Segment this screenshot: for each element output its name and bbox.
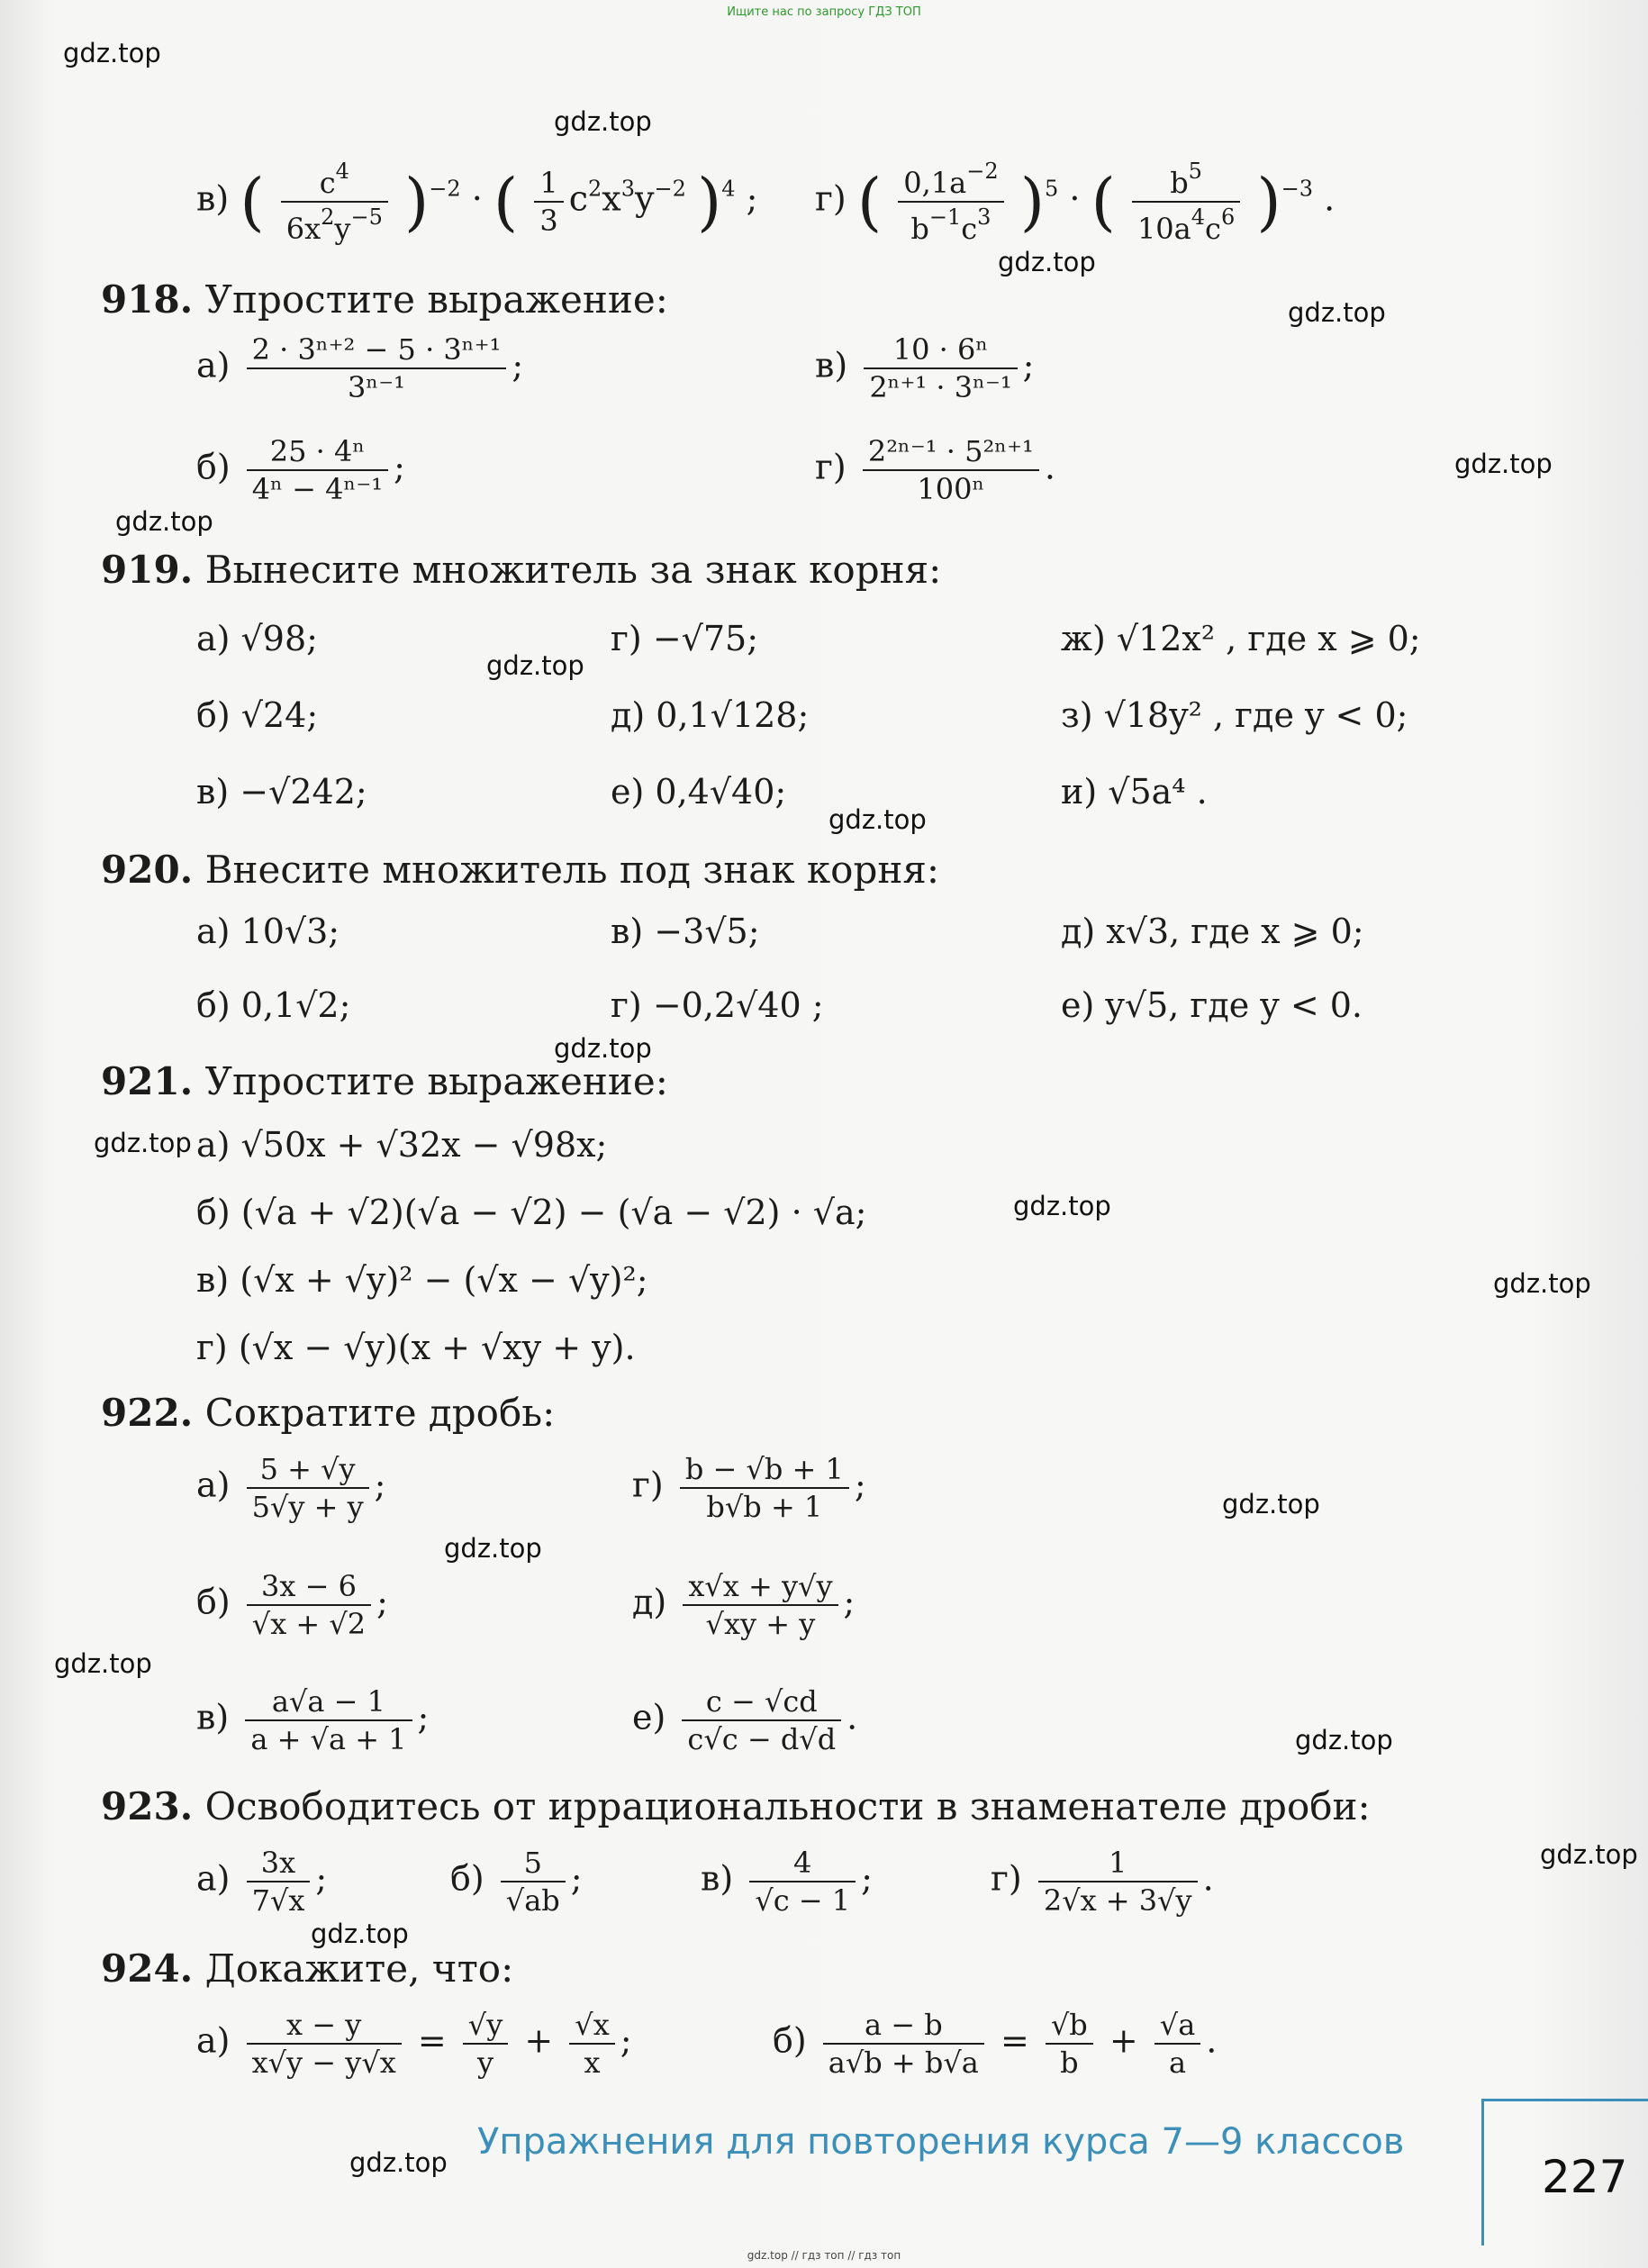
watermark: gdz.top [1222,1489,1320,1520]
fraction: $\frac{3x}{7√x}$ [247,1848,311,1915]
watermark: gdz.top [54,1648,152,1679]
task-923-header: 923. Освободитесь от иррациональности в знаменателе дроби: [101,1784,1371,1828]
fraction: $\frac{x - y}{x√y - y√x}$ [247,2010,402,2077]
task-918-g: г) $\frac{\text{2²ⁿ⁻¹ · 5²ⁿ⁺¹}}{\text{100ⁿ}}$ . [815,434,1055,506]
task-918-a: а) $\frac{\text{2 · 3ⁿ⁺² − 5 · 3ⁿ⁺¹}}{\text{3ⁿ⁻¹}}$ ; [196,332,524,404]
fraction: $\frac{c^4}{6x^2y^{-5}}$ [281,160,388,243]
task-921-g: г) (√x − √y)(x + √xy + y). [196,1328,636,1367]
watermark: gdz.top [349,2147,448,2178]
fraction: $\frac{5}{√ab}$ [501,1848,566,1915]
task-918-b: б) $\frac{\text{25 · 4ⁿ}}{\text{4ⁿ − 4ⁿ⁻¹}}$ ; [196,434,405,506]
task-924-header: 924. Докажите, что: [101,1946,514,1991]
watermark: gdz.top [1295,1725,1393,1755]
watermark: gdz.top [1540,1839,1638,1870]
page-number: 227 [1542,2151,1628,2203]
watermark: gdz.top [63,38,161,68]
task-923-b: б) $\frac{5}{√ab}$ ; [450,1846,583,1918]
watermark: gdz.top [554,1033,652,1064]
task-920-item: д) x√3, где x ⩾ 0; [1061,912,1364,951]
task-922-a: а) $\frac{5 + √y}{5√y + y}$ ; [196,1452,386,1524]
fraction: $\frac{a - b}{a√b + b√a}$ [823,2010,984,2077]
task-922-v: в) $\frac{a√a - 1}{a + √a + 1}$ ; [196,1684,430,1756]
task-922-header: 922. Сократите дробь: [101,1391,556,1435]
fraction: $\frac{c - √cd}{c√c - d√d}$ [682,1687,841,1754]
task-921-a: а) √50x + √32x − √98x; [196,1125,608,1165]
task-917-row: в) ( $\frac{c^4}{6x^2y^{-5}}$ )$^{-2}$ · ( $\frac{1}{3}$ $c^2x^3y^{-2}$ )$^4$ ; [196,159,758,246]
task-920-item: е) y√5, где y < 0. [1061,985,1363,1025]
task-919-item: б) √24; [196,695,319,735]
task-923-v: в) $\frac{4}{√c - 1}$ ; [701,1846,873,1918]
watermark: gdz.top [554,106,652,137]
task-921-v: в) (√x + √y)² − (√x − √y)²; [196,1260,648,1300]
task-917-row: г) ( $\frac{0,1a^{-2}}{b^{-1}c^3}$ )$^5$ · ( $\frac{b^5}{10a^4c^6}$ )$^{-3}$ . [815,159,1336,246]
task-923-a: а) $\frac{3x}{7√x}$ ; [196,1846,328,1918]
fraction: $\frac{4}{√c - 1}$ [749,1848,856,1915]
task-923-g: г) $\frac{1}{2√x + 3√y}$ . [991,1846,1214,1918]
fraction: $\frac{√y}{y}$ [463,2010,508,2077]
item-label: г) [815,178,847,219]
task-919-item: з) √18y² , где y < 0; [1061,695,1408,735]
task-919-header: 919. Вынесите множитель за знак корня: [101,548,942,592]
fraction: $\frac{\text{25 · 4ⁿ}}{\text{4ⁿ − 4ⁿ⁻¹}}$ [247,437,388,503]
task-919-item: ж) √12x² , где x ⩾ 0; [1061,619,1421,658]
watermark: gdz.top [998,247,1096,277]
fraction: $\frac{3x - 6}{√x + √2}$ [247,1572,371,1638]
fraction: $\frac{1}{3}$ [534,168,563,235]
task-922-e: е) $\frac{c - √cd}{c√c - d√d}$ . [632,1684,858,1756]
task-919-item: д) 0,1√128; [611,695,810,735]
watermark: gdz.top [1454,449,1553,479]
task-924-a: а) $\frac{x - y}{x√y - y√x}$ = $\frac{√y}{y}$ + $\frac{√x}{x}$ ; [196,2008,632,2080]
watermark: gdz.top [829,804,927,835]
task-919-item: е) 0,4√40; [611,772,787,812]
task-922-g: г) $\frac{b - √b + 1}{b√b + 1}$ ; [632,1452,866,1524]
fraction: $\frac{√x}{x}$ [569,2010,614,2077]
watermark: gdz.top [94,1128,192,1158]
fraction: $\frac{1}{2√x + 3√y}$ [1038,1848,1198,1915]
task-920-item: в) −3√5; [611,912,760,951]
top-banner: Ищите нас по запросу ГДЗ ТОП [727,5,921,19]
task-919-item: а) √98; [196,619,318,658]
task-919-item: г) −√75; [611,619,759,658]
watermark: gdz.top [1493,1268,1591,1299]
fraction: $\frac{\text{2 · 3ⁿ⁺² − 5 · 3ⁿ⁺¹}}{\text{3ⁿ⁻¹}}$ [247,335,507,402]
fraction: $\frac{0,1a^{-2}}{b^{-1}c^3}$ [898,160,1003,243]
watermark: gdz.top [311,1919,409,1949]
watermark: gdz.top [1013,1191,1111,1221]
fraction: $\frac{a√a - 1}{a + √a + 1}$ [245,1687,412,1754]
bottom-banner: gdz.top // гдз топ // гдз топ [747,2249,901,2262]
running-footer: Упражнения для повторения курса 7—9 классов [477,2121,1405,2163]
item-label: в) [196,178,230,219]
fraction: $\frac{√a}{a}$ [1155,2010,1200,2077]
watermark: gdz.top [1288,297,1386,328]
task-921-header: 921. Упростите выражение: [101,1059,668,1103]
task-924-b: б) $\frac{a - b}{a√b + b√a}$ = $\frac{√b}{b}$ + $\frac{√a}{a}$ . [773,2008,1218,2080]
task-920-item: г) −0,2√40 ; [611,985,824,1025]
task-918-v: в) $\frac{\text{10 · 6ⁿ}}{\text{2ⁿ⁺¹ · 3ⁿ⁻¹}}$ ; [815,332,1035,404]
fraction: $\frac{b^5}{10a^4c^6}$ [1132,160,1240,243]
watermark: gdz.top [486,650,584,681]
fraction: $\frac{\text{2²ⁿ⁻¹ · 5²ⁿ⁺¹}}{\text{100ⁿ}}$ [863,437,1039,503]
watermark: gdz.top [444,1533,542,1564]
task-922-d: д) $\frac{x√x + y√y}{√xy + y}$ ; [632,1569,856,1641]
task-919-item: в) −√242; [196,772,367,812]
watermark: gdz.top [115,506,213,537]
fraction: $\frac{x√x + y√y}{√xy + y}$ [683,1572,838,1638]
task-918-header: 918. Упростите выражение: [101,277,668,322]
fraction: $\frac{b - √b + 1}{b√b + 1}$ [680,1455,849,1521]
task-920-header: 920. Внесите множитель под знак корня: [101,848,939,892]
task-922-b: б) $\frac{3x - 6}{√x + √2}$ ; [196,1569,388,1641]
task-919-item: и) √5a⁴ . [1061,772,1208,812]
fraction: $\frac{5 + √y}{5√y + y}$ [247,1455,369,1521]
fraction: $\frac{\text{10 · 6ⁿ}}{\text{2ⁿ⁺¹ · 3ⁿ⁻¹}}$ [864,335,1017,402]
fraction: $\frac{√b}{b}$ [1046,2010,1093,2077]
task-921-b: б) (√a + √2)(√a − √2) − (√a − √2) · √a; [196,1193,867,1232]
task-920-item: а) 10√3; [196,912,340,951]
task-920-item: б) 0,1√2; [196,985,351,1025]
